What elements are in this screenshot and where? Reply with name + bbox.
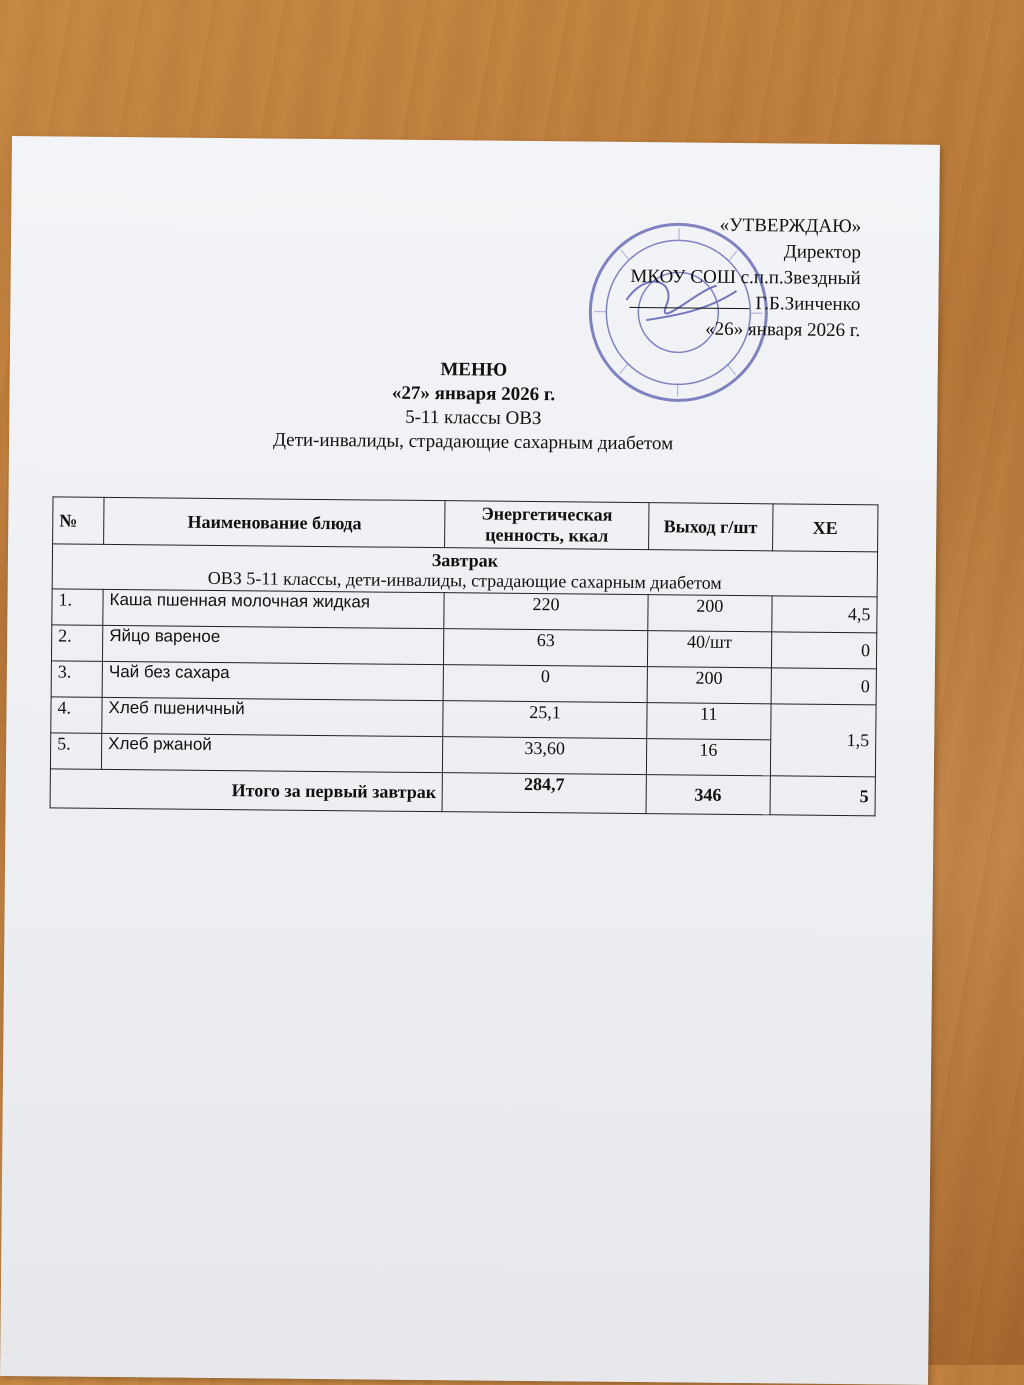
row-xe: 0 bbox=[771, 668, 877, 705]
row-num: 5. bbox=[50, 733, 101, 769]
header-num: № bbox=[53, 497, 104, 544]
section-subtitle: ОВЗ 5-11 классы, дети-инвалиды, страдающие сахарным диабетом bbox=[59, 566, 871, 594]
menu-classes: 5-11 классы ОВЗ bbox=[9, 402, 937, 435]
menu-date: «27» января 2026 г. bbox=[9, 378, 937, 411]
approval-date: «26» января 2026 г. bbox=[629, 316, 860, 344]
total-energy: 284,7 bbox=[442, 773, 646, 814]
row-name: Каша пшенная молочная жидкая bbox=[103, 589, 445, 628]
header-xe: ХЕ bbox=[772, 504, 878, 552]
row-energy: 33,60 bbox=[443, 737, 647, 775]
header-name: Наименование блюда bbox=[104, 497, 446, 547]
total-label: Итого за первый завтрак bbox=[50, 769, 443, 812]
row-name: Чай без сахара bbox=[102, 661, 444, 700]
approval-signer bbox=[629, 290, 860, 318]
row-energy: 25,1 bbox=[443, 701, 647, 739]
row-num: 3. bbox=[51, 661, 102, 697]
row-energy: 0 bbox=[444, 665, 648, 703]
section-cell bbox=[52, 544, 877, 597]
approval-organization: МКОУ СОШ с.п.п.Звездный bbox=[630, 264, 861, 292]
row-xe: 0 bbox=[771, 632, 877, 669]
row-output: 200 bbox=[647, 667, 771, 704]
approval-block bbox=[629, 212, 861, 344]
row-name: Хлеб пшеничный bbox=[102, 697, 444, 736]
row-energy: 63 bbox=[444, 629, 648, 667]
approval-label: «УТВЕРЖДАЮ» bbox=[630, 212, 861, 240]
menu-table bbox=[50, 496, 879, 816]
total-output: 346 bbox=[646, 775, 771, 815]
approval-position: Директор bbox=[630, 238, 861, 266]
row-xe-merged: 1,5 bbox=[770, 704, 876, 777]
row-name: Хлеб ржаной bbox=[101, 733, 443, 772]
menu-document bbox=[0, 136, 940, 1385]
menu-title: МЕНЮ bbox=[10, 354, 938, 387]
table-header-row bbox=[53, 497, 878, 552]
row-xe: 4,5 bbox=[772, 596, 878, 633]
header-output: Выход г/шт bbox=[648, 503, 773, 551]
row-name: Яйцо вареное bbox=[103, 625, 445, 664]
section-row bbox=[52, 544, 877, 597]
total-row bbox=[50, 769, 875, 816]
row-num: 2. bbox=[51, 625, 102, 661]
menu-group: Дети-инвалиды, страдающие сахарным диабетом bbox=[9, 426, 937, 459]
row-energy: 220 bbox=[444, 593, 648, 631]
row-num: 4. bbox=[51, 697, 102, 733]
row-output: 40/шт bbox=[647, 631, 771, 668]
row-output: 200 bbox=[647, 595, 771, 632]
row-output: 11 bbox=[646, 703, 770, 740]
header-energy: Энергетическая ценность, ккал bbox=[445, 501, 649, 550]
row-output: 16 bbox=[646, 739, 770, 776]
row-num: 1. bbox=[52, 589, 103, 625]
section-title: Завтрак bbox=[59, 546, 871, 574]
signature-line bbox=[629, 293, 749, 309]
approval-signer-name: Г.Б.Зинченко bbox=[755, 293, 860, 315]
menu-heading bbox=[9, 354, 938, 459]
total-xe: 5 bbox=[770, 776, 876, 816]
